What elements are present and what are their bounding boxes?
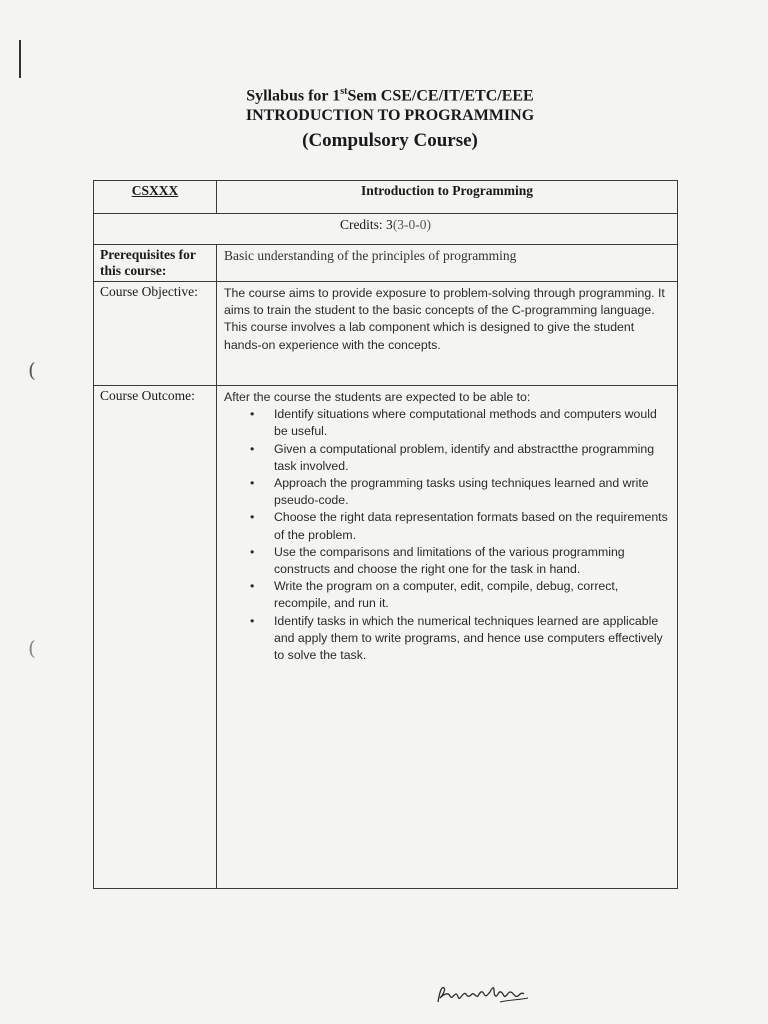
prerequisites-label: Prerequisites for this course: xyxy=(94,245,217,282)
outcome-label: Course Outcome: xyxy=(94,386,217,889)
list-item: • Approach the programming tasks using techniques learned and write pseudo-code. xyxy=(274,475,670,509)
outcome-intro: After the course the students are expected to be able to: xyxy=(224,390,531,404)
list-item: • Identify situations where computational methods and computers would be useful. xyxy=(274,406,670,440)
course-title: INTRODUCTION TO PROGRAMMING xyxy=(245,107,535,125)
course-name: Introduction to Programming xyxy=(217,181,678,214)
scan-hole-mark: ( xyxy=(28,636,36,660)
handwritten-signature-icon xyxy=(434,980,534,1010)
table-row xyxy=(94,386,678,889)
list-item: • Identify tasks in which the numerical techniques learned are applicable and apply them to write programs, and hence use computers effectively to solve the task. xyxy=(274,613,670,665)
document-title xyxy=(180,82,600,154)
list-item: • Use the comparisons and limitations of the various programming constructs and choose the right one for the task in hand. xyxy=(274,544,670,578)
outcome-list xyxy=(224,406,670,664)
objective-label: Course Objective: xyxy=(94,282,217,386)
syllabus-table xyxy=(93,180,678,889)
course-type: (Compulsory Course) xyxy=(302,130,478,152)
course-code: CSXXX xyxy=(94,181,217,214)
credits: Credits: 3(3-0-0) xyxy=(94,214,678,245)
list-item: • Choose the right data representation formats based on the requirements of the problem. xyxy=(274,509,670,543)
table-row xyxy=(94,181,678,214)
scan-edge-mark xyxy=(19,40,21,78)
prerequisites-text: Basic understanding of the principles of programming xyxy=(217,245,678,282)
table-row xyxy=(94,282,678,386)
list-item: • Write the program on a computer, edit, compile, debug, correct, recompile, and run it. xyxy=(274,578,670,612)
table-row xyxy=(94,245,678,282)
syllabus-title: Syllabus for 1stSem CSE/CE/IT/ETC/EEE xyxy=(246,86,534,105)
scan-hole-mark: ( xyxy=(28,358,36,382)
outcome-cell xyxy=(217,386,678,889)
list-item: • Given a computational problem, identify and abstractthe programming task involved. xyxy=(274,441,670,475)
table-row xyxy=(94,214,678,245)
objective-text: The course aims to provide exposure to problem-solving through programming. It aims to train the student to the basic concepts of the C-programming language. This course involves a lab component which is designed to give the student hands-on experience with the concepts. xyxy=(217,282,678,386)
